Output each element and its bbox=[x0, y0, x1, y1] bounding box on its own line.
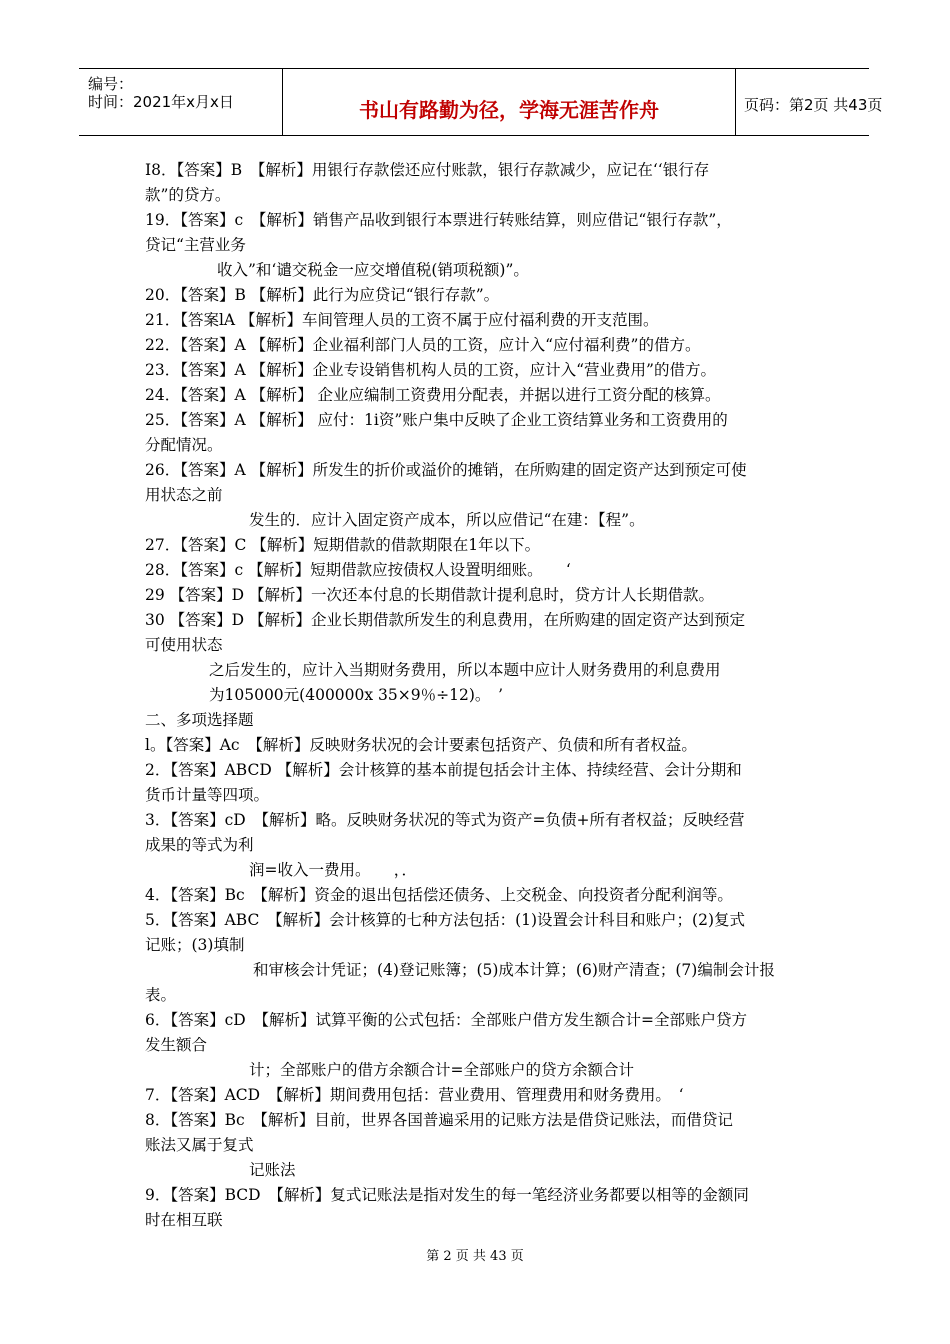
text-line: 润=收入一费用。 ，． bbox=[249, 861, 417, 879]
text-line: 19．【答案】c 【解析】销售产品收到银行本票进行转账结算，则应借记“银行存款”， bbox=[145, 211, 732, 229]
text-line: 收入”和‘谴交税金一应交增值税(销项税额)”。 bbox=[217, 261, 529, 279]
text-line: 8．【答案】Bc 【解析】目前，世界各国普遍采用的记账方法是借贷记账法，而借贷记 bbox=[145, 1111, 733, 1129]
text-line: l。【答案】Ac 【解析】反映财务状况的会计要素包括资产、负债和所有者权益。 bbox=[145, 736, 697, 754]
text-line: 28．【答案】c 【解析】短期借款应按债权人设置明细账。 ‘ bbox=[145, 561, 571, 579]
text-line: I8．【答案】B 【解析】用银行存款偿还应付账款，银行存款减少，应记在‘‘银行存 bbox=[145, 161, 710, 179]
text-line: 货币计量等四项。 bbox=[145, 786, 270, 804]
document-date-label: 时间：2021年x月x日 bbox=[88, 93, 234, 111]
text-line: 款”的贷方。 bbox=[145, 186, 231, 204]
text-line: 2．【答案】ABCD 【解析】会计核算的基本前提包括会计主体、持续经营、会计分期和 bbox=[145, 761, 742, 779]
text-line: 贷记“主营业务 bbox=[145, 236, 246, 254]
header-left-cell bbox=[79, 69, 283, 135]
text-line: 发生额合 bbox=[145, 1036, 208, 1054]
page-header bbox=[79, 68, 883, 136]
text-line: 表。 bbox=[145, 986, 177, 1004]
text-line: 用状态之前 bbox=[145, 486, 223, 504]
text-line: 25．【答案】A 【解析】 应付：1i资”账户集中反映了企业工资结算业务和工资费用的 bbox=[145, 411, 728, 429]
text-line: 分配情况。 bbox=[145, 436, 223, 454]
header-page-number: 页码：第2页 共43页 bbox=[744, 96, 883, 114]
header-motto: 书山有路勤为径，学海无涯苦作舟 bbox=[359, 98, 659, 122]
text-line: 记账；(3)填制 bbox=[145, 936, 245, 954]
document-body bbox=[145, 158, 810, 1233]
document-code-label: 编号： bbox=[88, 75, 134, 93]
text-line: 3．【答案】cD 【解析】略。反映财务状况的等式为资产=负债+所有者权益；反映经营 bbox=[145, 811, 745, 829]
text-line: 20．【答案】B 【解析】此行为应贷记“银行存款”。 bbox=[145, 286, 500, 304]
text-line: 7．【答案】ACD 【解析】期间费用包括：营业费用、管理费用和财务费用。 ‘ bbox=[145, 1086, 684, 1104]
text-line: 23．【答案】A 【解析】企业专设销售机构人员的工资，应计入“营业费用”的借方。 bbox=[145, 361, 716, 379]
text-line: 22．【答案】A 【解析】企业福利部门人员的工资，应计入“应付福利费”的借方。 bbox=[145, 336, 701, 354]
text-line: 为105000元(400000x 35×9％÷12)。 ’ bbox=[209, 686, 504, 704]
text-line: 30 【答案】D 【解析】企业长期借款所发生的利息费用，在所购建的固定资产达到预定 bbox=[145, 611, 746, 629]
text-line: 6．【答案】cD 【解析】试算平衡的公式包括：全部账户借方发生额合计=全部账户贷方 bbox=[145, 1011, 747, 1029]
text-line: 21．【答案lA 【解析】车间管理人员的工资不属于应付福利费的开支范围。 bbox=[145, 311, 659, 329]
text-line: 26．【答案】A 【解析】所发生的折价或溢价的摊销，在所购建的固定资产达到预定可使 bbox=[145, 461, 747, 479]
text-line: 记账法 bbox=[249, 1161, 296, 1179]
text-line: 和审核会计凭证；(4)登记账簿；(5)成本计算；(6)财产清查；(7)编制会计报 bbox=[253, 961, 775, 979]
text-line: 4．【答案】Bc 【解析】资金的退出包括偿还债务、上交税金、向投资者分配利润等。 bbox=[145, 886, 733, 904]
text-line: 成果的等式为利 bbox=[145, 836, 254, 854]
text-line: 5．【答案】ABC 【解析】会计核算的七种方法包括：(1)设置会计科目和账户；(2)复式 bbox=[145, 911, 746, 929]
text-line: 二、多项选择题 bbox=[145, 711, 254, 729]
text-line: 9．【答案】BCD 【解析】复式记账法是指对发生的每一笔经济业务都要以相等的金额同 bbox=[145, 1186, 749, 1204]
text-line: 时在相互联 bbox=[145, 1211, 223, 1229]
text-line: 29 【答案】D 【解析】一次还本付息的长期借款计提利息时，贷方计人长期借款。 bbox=[145, 586, 715, 604]
text-line: 24．【答案】A 【解析】 企业应编制工资费用分配表，并据以进行工资分配的核算。 bbox=[145, 386, 721, 404]
text-line: 可使用状态 bbox=[145, 636, 223, 654]
header-middle-cell bbox=[283, 69, 736, 135]
page-footer: 第 2 页 共 43 页 bbox=[426, 1249, 524, 1264]
header-right-cell bbox=[736, 69, 883, 135]
text-line: 之后发生的，应计入当期财务费用，所以本题中应计人财务费用的利息费用 bbox=[209, 661, 721, 679]
text-line: 27．【答案】C 【解析】短期借款的借款期限在1年以下。 bbox=[145, 536, 541, 554]
text-line: 计；全部账户的借方余额合计=全部账户的贷方余额合计 bbox=[249, 1061, 634, 1079]
text-line: 发生的．应计入固定资产成本，所以应借记“在建：【程”。 bbox=[249, 511, 645, 529]
text-line: 账法又属于复式 bbox=[145, 1136, 254, 1154]
